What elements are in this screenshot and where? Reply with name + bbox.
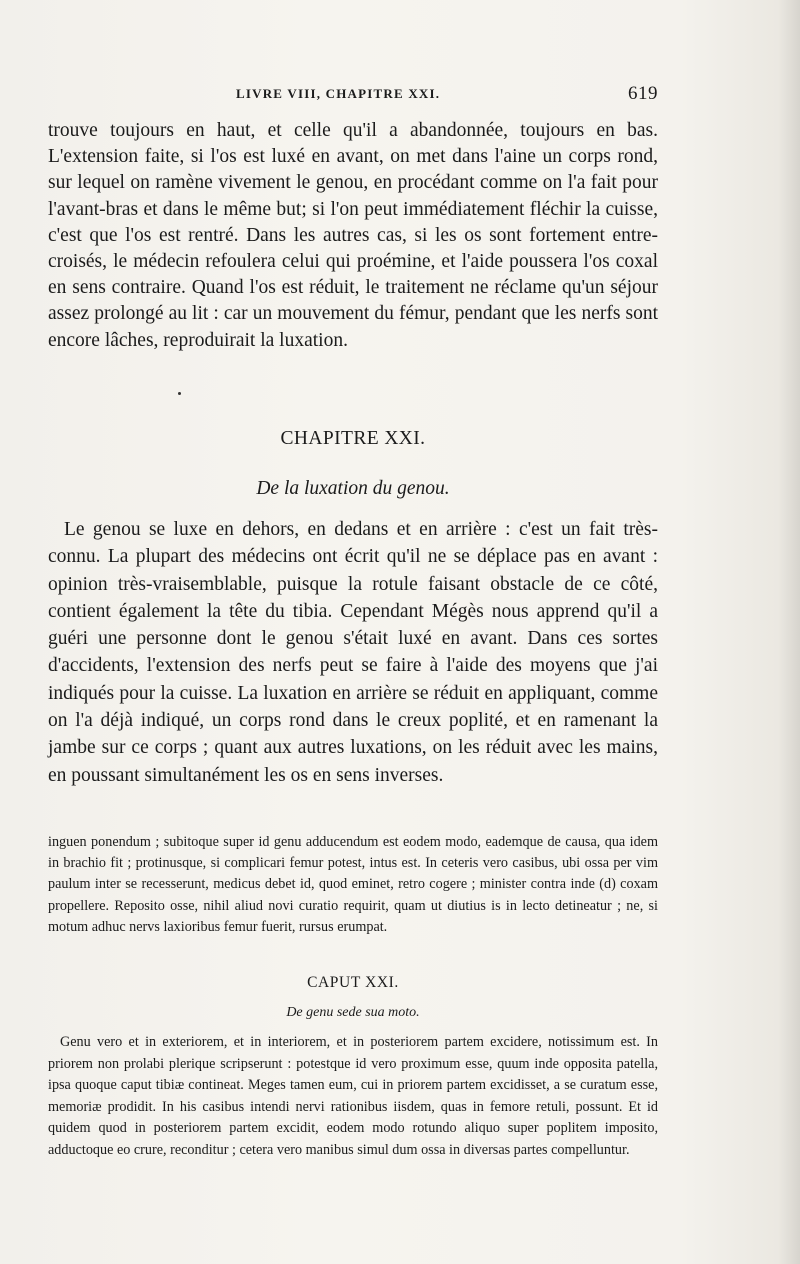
- french-paragraph: Le genou se luxe en dehors, en dedans et en arrière : c'est un fait très-connu. La plupart des médecins ont écrit qu'il ne se déplace pas en avant : opinion très-vraisemblable, puisque la rotule faisant obstacle de ce côté, contient également la tête du tibia. Cependant Mégès nous apprend qu'il a guéri une personne dont le genou s'était luxé en avant. Dans ces sortes d'accidents, l'extension des nerfs peut se faire à l'aide des moyens que j'ai indiqués pour la cuisse. La luxation en arrière se réduit en appliquant, comme on l'a déjà indiqué, un corps rond dans le creux poplité, et en ramenant la jambe sur ce corps ; quant aux autres luxations, on les réduit avec les mains, en poussant simultanément les os en sens inverses.: [48, 519, 658, 786]
- latin-paragraph: Genu vero et in exteriorem, et in interiorem, et in posteriorem partem excidere, notissimum est. In priorem non prolabi plerique scripserunt : potestque id vero proximum esse, quum inde opposita patella, ipsa quoque caput tibiæ contineat. Meges tamen eum, cui in priorem partem excidisset, a se curatum esse, memoriæ prodidit. In his casibus intendi nervi rationibus iisdem, quas in femore retuli, possunt. Et id quidem quod in posteriorem partem excidit, eodem modo rotundo aliquo super poplitem imposito, adductoque eo crure, reconditur ; cetera vero manibus simul dum ossa in diversas partes compelluntur.: [48, 1034, 658, 1158]
- french-paragraph: trouve toujours en haut, et celle qu'il a abandonnée, toujours en bas. L'extension faite, si l'os est luxé en avant, on met dans l'aine un corps rond, sur lequel on ramène vivement le genou, en procédant comme on l'a fait pour l'avant-bras et dans le même but; si l'on peut immédiatement fléchir la cuisse, c'est que l'os est rentré. Dans les autres cas, si les os sont fortement entre-croisés, le médecin refoulera celui qui proémine, et l'aide poussera l'os coxal en sens contraire. Quand l'os est réduit, le traitement ne réclame qu'un séjour assez prolongé au lit : car un mouvement du fémur, pendant que les nerfs sont encore lâches, reproduirait la luxation.: [48, 120, 658, 351]
- french-text-top: [48, 118, 658, 354]
- running-head: LIVRE VIII, CHAPITRE XXI.: [236, 86, 441, 101]
- french-text-chapter: [48, 516, 658, 789]
- page-number: 619: [628, 83, 658, 104]
- page-edge-shadow: [778, 0, 800, 1264]
- latin-text-top: [48, 832, 658, 938]
- page-header: [48, 83, 658, 110]
- caput-title: CAPUT XXI.: [307, 974, 399, 991]
- printer-mark: [178, 392, 181, 395]
- caput-subtitle: De genu sede sua moto.: [286, 1005, 420, 1020]
- chapter-title: CHAPITRE XXI.: [280, 428, 426, 449]
- latin-text-caput: [48, 1032, 658, 1162]
- chapter-subtitle: De la luxation du genou.: [256, 478, 450, 499]
- latin-paragraph: inguen ponendum ; subitoque super id genu adducendum est eodem modo, eademque de causa, qua idem in brachio fit ; protinusque, si complicari femur potest, intus est. In ceteris vero casibus, ubi ossa per vim paulum inter se recesserunt, medicus debet id, quod eminet, retro cogere ; minister contra inde (d) coxam propellere. Reposito osse, nihil aliud novi curatio requirit, quam ut diutius is in lecto detineatur ; ne, si motum adhuc nervs laxioribus femur fuerit, rursus erumpat.: [48, 834, 658, 935]
